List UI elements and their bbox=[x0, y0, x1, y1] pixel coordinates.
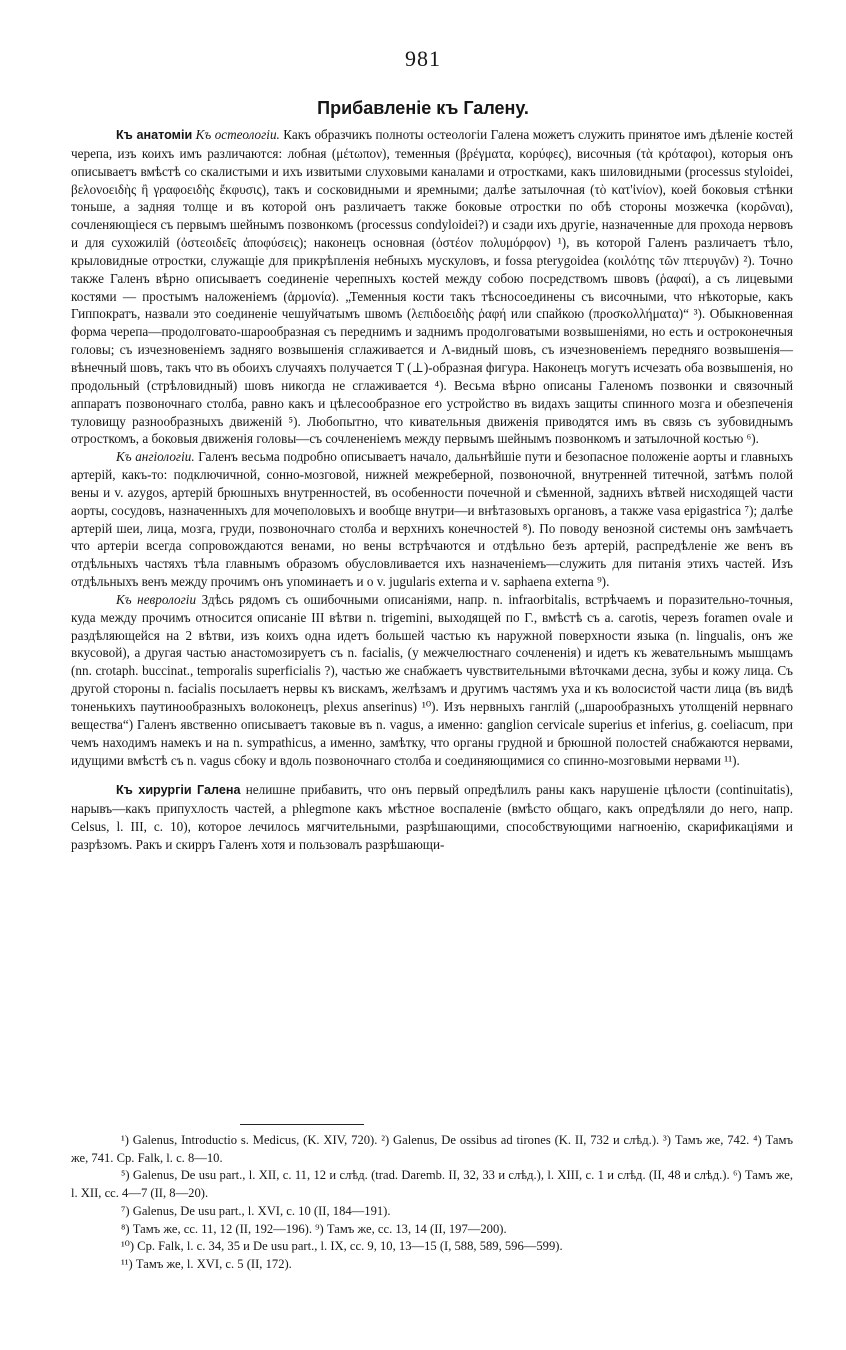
text-neurology: Здѣсь рядомъ съ ошибочными описаніями, напр. n. infraorbitalis, встрѣчаемъ и поразительно-точныя, куда между прочимъ относится описаніе III вѣтви n. trigemini, выходящей по Г., вмѣстѣ съ a. carotis, черезъ foramen ovale и раздѣляющейся на 2 вѣтви, изъ коихъ одна идетъ большей частью къ наружной поверхности языка (n. lingualis, онъ же вкусовой), а другая частью анастомозируетъ съ n. facialis, (у межчелюстнаго сочлененія) и идетъ къ жевательнымъ мышцамъ (nn. crotaph. buccinat., temporalis superficialis ?), частью же снабжаетъ чувствительными вѣточками десна, зубы и кожу лица. Съ другой стороны n. facialis посылаетъ нервы къ вискамъ, желѣзамъ и другимъ частямъ уха и къ волосистой части лица (въ видѣ тоненькихъ паутинообразныхъ волоконецъ, plexus anserinus) ¹⁰). Изъ нервныхъ ганглій („шарообразныхъ утолщеній нервнаго вещества“) Галенъ явственно описываетъ таковые въ n. vagus, а именно: ganglion cervicale superius et inferius, g. coeliacum, при чемъ находимъ намекъ и на n. sympathicus, а именно, замѣтку, что органы грудной и брюшной полостей снабжаются нервами, идущими вмѣстѣ съ n. vagus сбоку и вдоль позвоночнаго столба и соединяющимися со спинно-мозговыми нервами ¹¹). bbox=[71, 591, 793, 768]
text-angiology: Галенъ весьма подробно описываетъ начало, дальнѣйшіе пути и безопасное положеніе аорты и главныхъ артерій, какъ-то: подключичной, сонно-мозговой, нижней межреберной, позвоночной, внутренней титечной, затѣмъ полой вены и v. azygos, артерій брюшныхъ внутренностей, въ особенности почечной и сѣменной, заднихъ вѣтвей нисходящей части аорты, сосудовъ, назначенныхъ для мочеполовыхъ и вообще внутри—и внѣтазовыхъ органовъ, а также vasa epigastrica ⁷); далѣе артерій шеи, лица, мозга, груди, позвоночнаго столба и верхнихъ конечностей ⁸). По поводу венозной системы онъ замѣчаетъ что артеріи всегда сопровождаются венами, но вены встрѣчаются и отдѣльно безъ артерій, распредѣленіе же венъ въ отдѣльныхъ частяхъ тѣла главнымъ образомъ обусловливается ихъ назначеніемъ—служить для питанія этихъ частей. Изъ отдѣльныхъ венъ между прочимъ онъ упоминаетъ и о v. jugularis externa и v. saphaena externa ⁹). bbox=[71, 449, 793, 590]
section-osteology: Къ остеологіи. bbox=[195, 127, 280, 142]
section-angiology: Къ ангіологіи. bbox=[116, 449, 195, 465]
page-number: 981 bbox=[405, 46, 441, 71]
lead-anatomy: Къ анатоміи bbox=[116, 128, 193, 142]
text-osteology: Какъ образчикъ полноты остеологіи Галена можетъ служить принятое имъ дѣленіе костей черепа, изъ коихъ имъ различаются: лобная (μέτωπον), теменныя (βρέγματα, κορύφες), височныя (τὰ κρόταφοι), которыя онъ описываетъ вмѣстѣ со скалистыми и ихъ извитыми слуховыми каналами и отростками, какъ шиловидными (processus styloidei, βελονοειδὴς ἢ γραφοειδὴς ἔκφυσις), такъ и сосковидными и яремными; далѣе затылочная (τὸ κατ'ἰνίον), коей боковыя стѣнки тоньше, а задняя толще и въ которой онъ различаетъ также боковые отростки по обѣ стороны мозжечка (κορῶναι), сочленяющіеся съ первымъ шейнымъ позвонкомъ (processus condyloidei?) и сзади ихъ другіе, назначенные для прохода нервовъ и для сухожилій (ὀστεοιδεῖς ἀποφύσεις); наконецъ основная (ὀστέον πολυμόρφον) ¹), въ которой Галенъ различаетъ тѣло, крыловидные отростки, служащіе для прикрѣпленія небныхъ мускуловъ, и fossa pterygoidea (κοιλότης τῶν πτερυγῶν) ²). Точно также Галенъ вѣрно описываетъ соединеніе черепныхъ костей между собою посредствомъ швовъ (ῥαφαί), а съ лицевыми костями — простымъ наложеніемъ (ἁρμονία). „Теменныя кости такъ тѣсносоединены съ височными, что нѣкоторые, какъ Гиппократъ, назвали это соединеніе чешуйчатымъ швомъ (λεπιδοειδὴς ῥαφή или спайкою (προσκολλήματα)“ ³). Обыкновенная форма черепа—продолговато-шарообразная съ переднимъ и заднимъ продолговатыми возвышеніями, но есть и остроконечныя головы; съ изчезновеніемъ задняго возвышенія сглаживается и Λ-видный шовъ, съ изчезновеніемъ передняго возвышенія—вѣнечный шовъ, такъ что въ обоихъ случаяхъ получается Т (⊥)-образная фигура. Наконецъ могутъ исчезать оба возвышенія, но продольный (стрѣловидный) шовъ никогда не сглаживается ⁴). Весьма вѣрно описаны Галеномъ позвонки и связочный аппаратъ позвоночнаго столба, равно какъ и цѣлесообразное его устройство въ видахъ защиты спинного мозга и обезпеченія туловищу разнообразныхъ движеній ⁵). Любопытно, что кивательныя движенія приводятся имъ въ связь съ зубовиднымъ отросткомъ, а боковыя движенія головы—съ сочлененіемъ между первымъ шейнымъ позвонкомъ и затылочной костью ⁶). bbox=[71, 127, 794, 447]
paragraph-neurology bbox=[71, 591, 793, 769]
body-text bbox=[71, 126, 793, 854]
footnote-line: ¹¹) Тамъ же, l. XVI, c. 5 (II, 172). bbox=[121, 1256, 292, 1271]
text-surgery: нелишне прибавить, что онъ первый опредѣлилъ раны какъ нарушеніе цѣлости (continuitatis), нарывъ—какъ припухлость частей, а phlegmone какъ мѣстное воспаленіе (вмѣсто общаго, какъ опредѣляли до него, напр. Celsus, l. III, c. 10), которое лечилось мягчительными, разрѣшающими, способствующими нагноенію, скарификаціями и разрѣзомъ. Ракъ и скирръ Галенъ хотя и пользовалъ разрѣшающи- bbox=[71, 782, 794, 852]
footnote-line: ¹) Galenus, Introductio s. Medicus, (K. XIV, 720). ²) Galenus, De ossibus ad tirones (K. II, 732 и слѣд.). ³) Тамъ же, 742. ⁴) Тамъ же, 741. Ср. Falk, l. c. 8—10. bbox=[71, 1133, 793, 1165]
footnote-line: ¹⁰) Ср. Falk, l. c. 34, 35 и De usu part., l. IX, cc. 9, 10, 13—15 (I, 588, 589, 596—599). bbox=[121, 1239, 563, 1254]
page-heading: Прибавленіе къ Галену. bbox=[317, 98, 529, 118]
footnote-line: ⁸) Тамъ же, cc. 11, 12 (II, 192—196). ⁹) Тамъ же, cc. 13, 14 (II, 197—200). bbox=[121, 1221, 507, 1236]
paragraph-anatomy bbox=[71, 126, 793, 448]
footnote-line: ⁷) Galenus, De usu part., l. XVI, c. 10 (II, 184—191). bbox=[121, 1203, 391, 1218]
footnote-divider bbox=[240, 1124, 364, 1125]
footnote-line: ⁵) Galenus, De usu part., l. XII, c. 11, 12 и слѣд. (trad. Daremb. II, 32, 33 и слѣд.), l. XIII, c. 1 и слѣд. (II, 48 и слѣд.). ⁶) Тамъ же, l. XII, cc. 4—7 (II, 8—20). bbox=[71, 1168, 793, 1201]
paragraph-angiology bbox=[71, 448, 793, 591]
lead-surgery: Къ хирургіи Галена bbox=[116, 783, 241, 798]
footnotes bbox=[71, 1132, 793, 1274]
paragraph-surgery bbox=[71, 781, 793, 853]
section-neurology: Къ неврологіи bbox=[116, 591, 197, 607]
